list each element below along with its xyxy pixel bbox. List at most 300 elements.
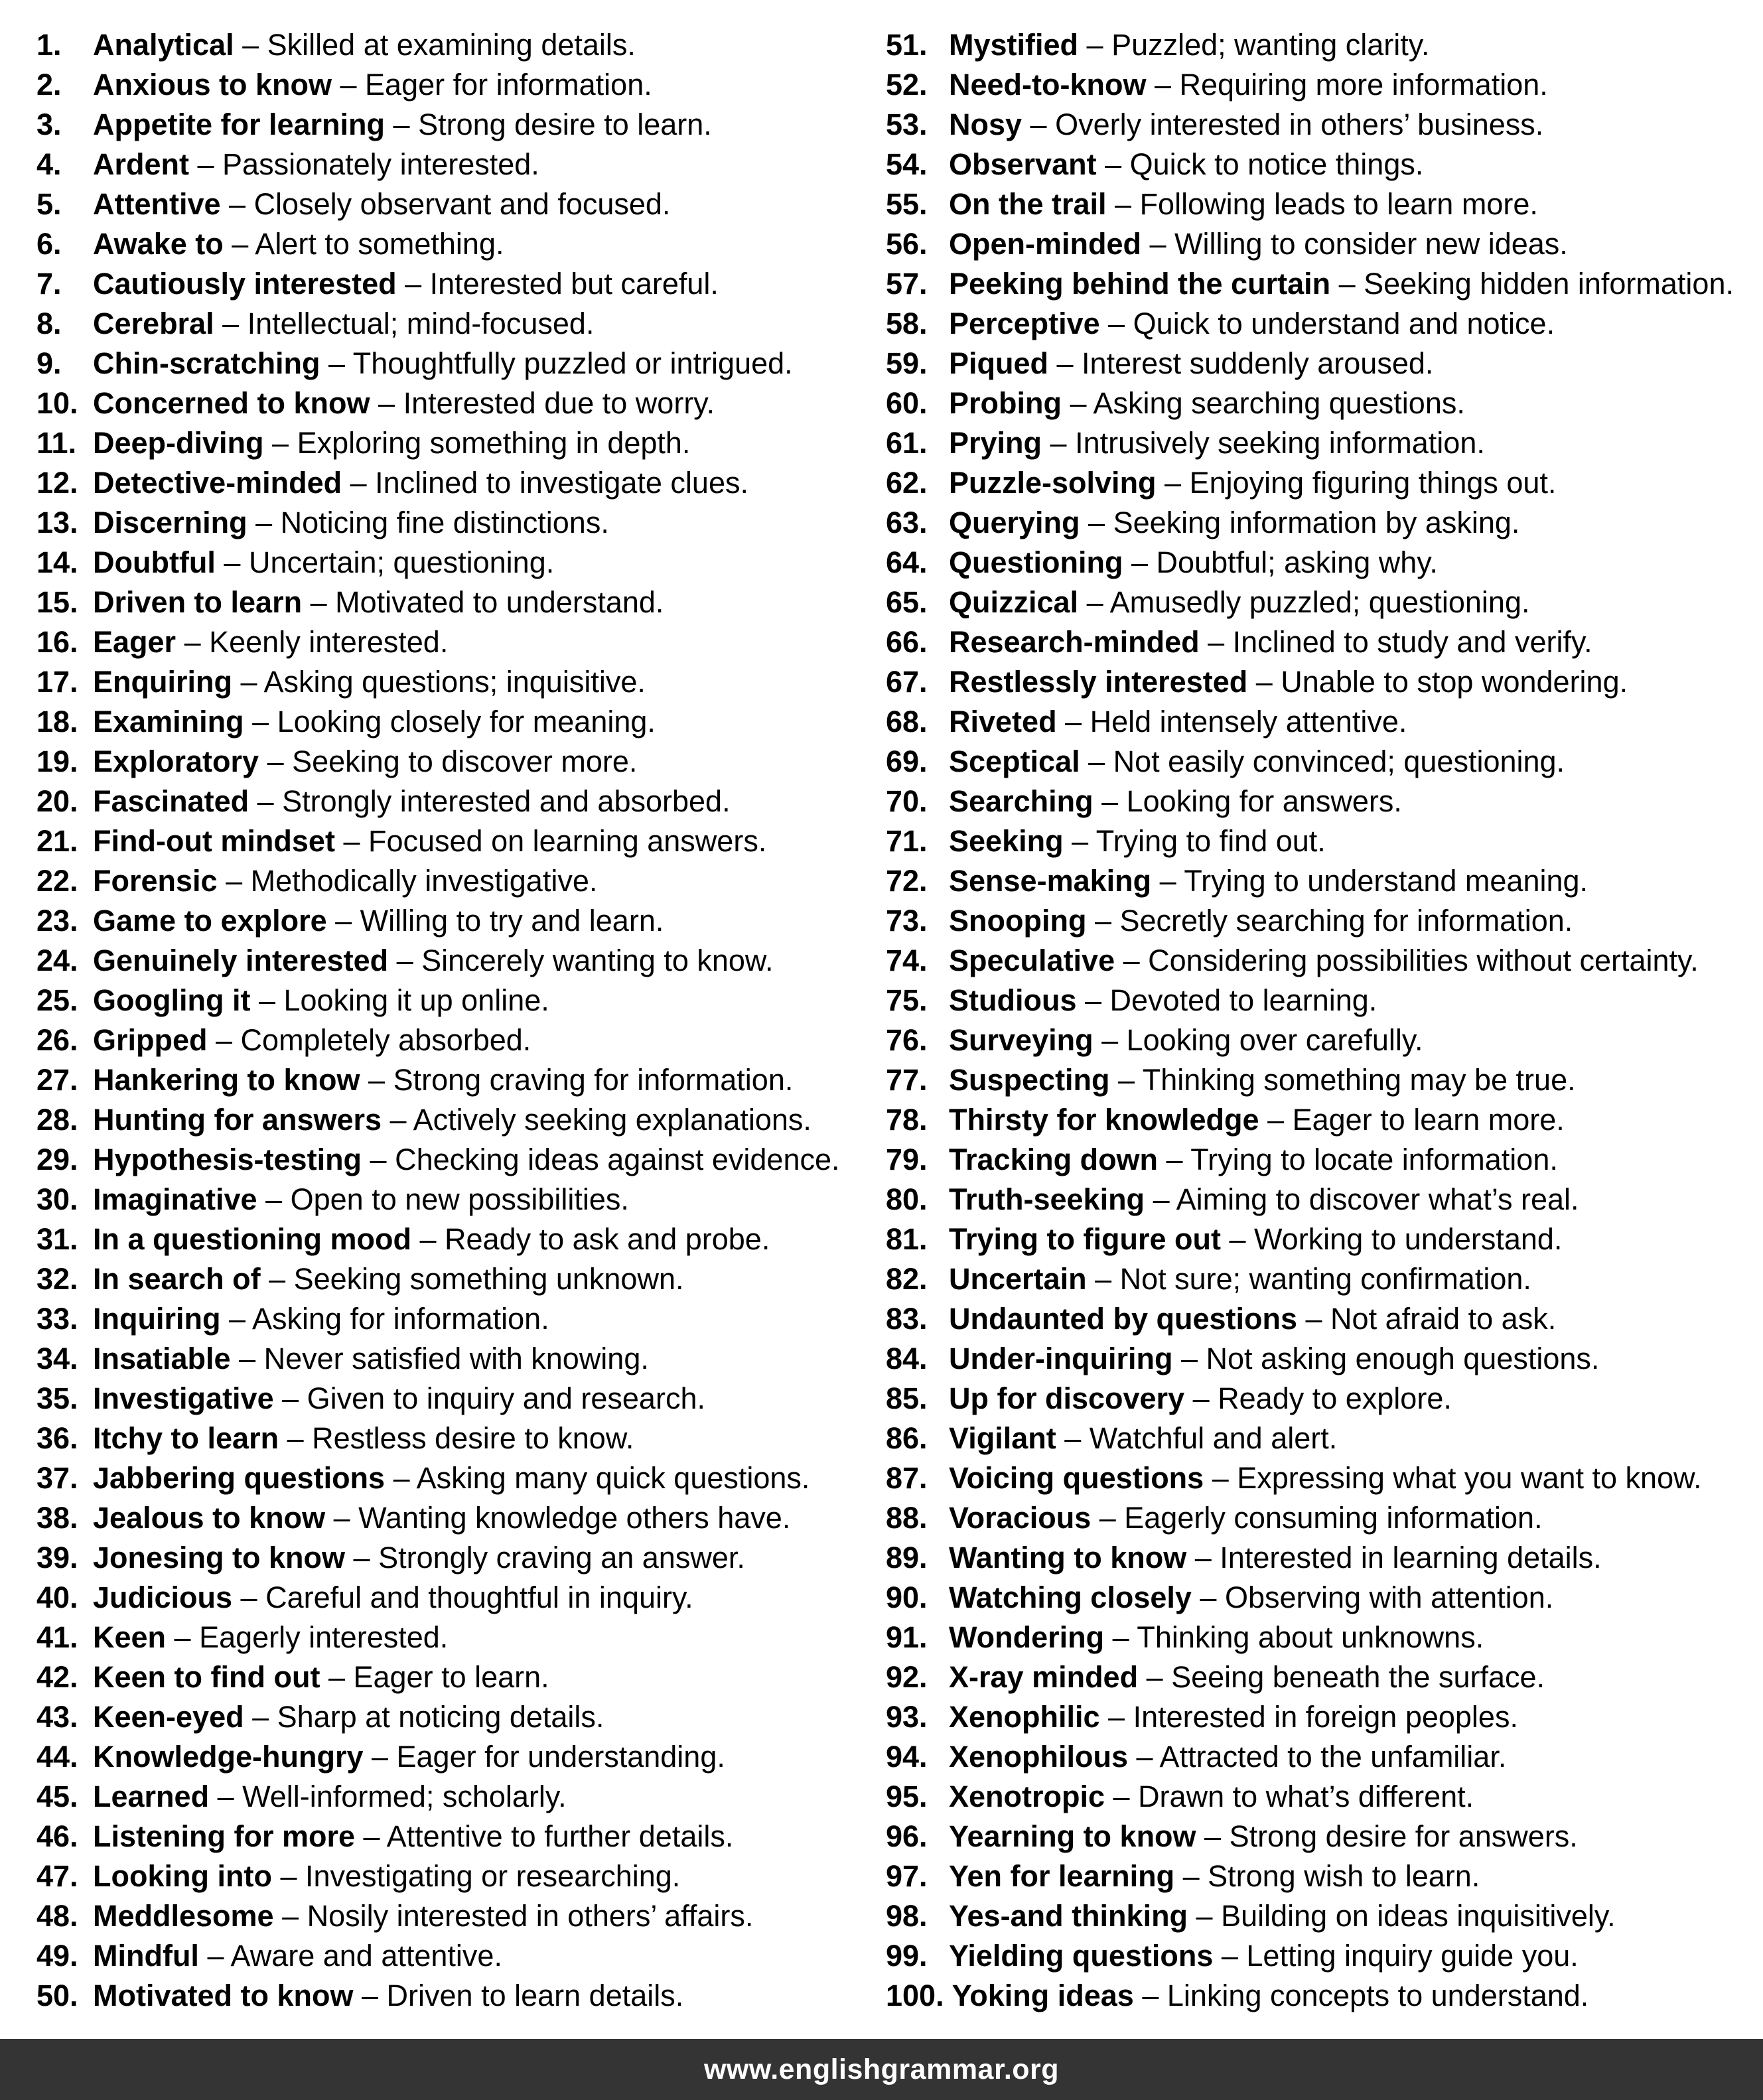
item-number: 20. [36,784,78,818]
item-term: Prying [949,426,1042,460]
list-item [886,105,1763,145]
item-text [949,625,1592,660]
item-number: 5. [36,187,62,221]
list-item [886,65,1763,105]
list-item [886,782,1763,821]
list-item [886,1299,1763,1339]
list-item [886,384,1763,423]
item-number: 62. [886,466,928,500]
item-number: 32. [36,1262,78,1296]
item-definition: – Held intensely attentive. [1056,705,1407,738]
item-text [93,944,773,978]
item-definition: – Skilled at examining details. [234,28,636,62]
item-definition: – Building on ideas inquisitively. [1188,1899,1616,1933]
item-text [93,1381,705,1416]
item-definition: – Passionately interested. [189,147,539,181]
item-text [93,1899,753,1933]
item-definition: – Quick to notice things. [1096,147,1424,181]
item-term: Seeking [949,824,1064,858]
list-item [886,224,1763,264]
item-number: 57. [886,267,928,301]
item-term: Thirsty for knowledge [949,1103,1259,1137]
list-item [36,742,886,782]
item-definition: – Thinking something may be true. [1109,1063,1576,1097]
item-number: 46. [36,1819,78,1853]
item-number: 80. [886,1182,928,1216]
list-item [886,1180,1763,1220]
item-term: Insatiable [93,1342,231,1375]
item-term: Detective-minded [93,466,342,500]
item-term: Cerebral [93,307,214,340]
item-number: 69. [886,744,928,778]
item-text [93,267,719,301]
item-number: 40. [36,1580,78,1614]
item-number: 1. [36,28,62,62]
item-text [949,147,1423,182]
item-text [93,466,748,500]
item-text [949,1939,1579,1973]
item-term: Googling it [93,983,251,1017]
item-definition: – Asking for information. [220,1302,549,1336]
item-definition: – Seeking to discover more. [259,744,638,778]
item-definition: – Given to inquiry and research. [273,1381,705,1415]
item-number: 84. [886,1342,928,1375]
item-definition: – Considering possibilities without certainty. [1115,944,1699,977]
list-item [886,901,1763,941]
list-item [886,1538,1763,1578]
item-number: 29. [36,1143,78,1176]
item-definition: – Actively seeking explanations. [382,1103,811,1137]
item-term: Meddlesome [93,1899,274,1933]
item-term: Yen for learning [949,1859,1175,1893]
item-number: 23. [36,904,78,938]
item-definition: – Investigating or researching. [271,1859,681,1893]
item-number: 28. [36,1103,78,1137]
item-text [93,705,656,739]
item-number: 7. [36,267,62,301]
item-definition: – Willing to consider new ideas. [1141,227,1568,261]
word-list-column-left [36,25,886,2016]
item-term: Research-minded [949,625,1200,659]
item-text [93,1979,683,2013]
item-number: 31. [36,1222,78,1256]
item-text [93,744,637,779]
list-item [36,224,886,264]
item-number: 65. [886,585,928,619]
item-definition: – Keenly interested. [176,625,449,659]
item-number: 37. [36,1461,78,1495]
item-term: Up for discovery [949,1381,1185,1415]
item-text [949,1660,1545,1695]
list-item [36,981,886,1020]
item-definition: – Ready to ask and probe. [411,1222,770,1256]
item-definition: – Attracted to the unfamiliar. [1128,1740,1507,1774]
item-definition: – Aiming to discover what’s real. [1145,1182,1579,1216]
item-text [949,983,1377,1018]
list-item [886,1220,1763,1259]
item-number: 8. [36,307,62,340]
item-definition: – Nosily interested in others’ affairs. [273,1899,754,1933]
item-text [93,784,731,819]
item-term: Watching closely [949,1580,1192,1614]
item-term: Concerned to know [93,386,370,420]
item-text [949,705,1407,739]
item-term: Hankering to know [93,1063,360,1097]
item-number: 48. [36,1899,78,1933]
item-number: 90. [886,1580,928,1614]
item-number: 47. [36,1859,78,1893]
item-term: Jealous to know [93,1501,326,1535]
list-item [36,1498,886,1538]
item-definition: – Not asking enough questions. [1172,1342,1600,1375]
footer-bar [0,2039,1763,2100]
list-item [36,662,886,702]
item-definition: – Linking concepts to understand. [1133,1979,1589,2012]
item-term: Discerning [93,506,247,539]
list-item [886,1100,1763,1140]
item-term: Forensic [93,864,218,898]
list-item [36,1419,886,1458]
list-item [886,264,1763,304]
item-text [949,1262,1531,1296]
item-term: Cautiously interested [93,267,397,301]
item-term: Observant [949,147,1097,181]
item-definition: – Exploring something in depth. [263,426,691,460]
list-item [36,1100,886,1140]
item-term: Hunting for answers [93,1103,382,1137]
item-number: 15. [36,585,78,619]
item-number: 10. [36,386,78,420]
list-item [36,463,886,503]
item-text [93,665,646,699]
list-item [36,782,886,821]
item-term: In search of [93,1262,261,1296]
list-item [886,702,1763,742]
item-term: Knowledge-hungry [93,1740,364,1774]
item-number: 54. [886,147,928,181]
item-number: 12. [36,466,78,500]
item-number: 18. [36,705,78,738]
item-definition: – Strong craving for information. [360,1063,794,1097]
list-item [886,981,1763,1020]
item-term: Eager [93,625,176,659]
item-definition: – Trying to locate information. [1158,1143,1558,1176]
item-term: Deep-diving [93,426,264,460]
item-text [93,1302,549,1336]
item-number: 83. [886,1302,928,1336]
item-number: 67. [886,665,928,699]
item-text [93,1222,770,1257]
item-definition: – Interested but careful. [396,267,719,301]
item-term: Xenophilous [949,1740,1128,1774]
item-number: 82. [886,1262,928,1296]
item-number: 53. [886,107,928,141]
item-term: Learned [93,1780,210,1813]
list-item [36,184,886,224]
item-definition: – Aware and attentive. [198,1939,502,1973]
item-text [949,545,1438,580]
item-definition: – Watchful and alert. [1056,1421,1338,1455]
item-number: 56. [886,227,928,261]
item-term: Speculative [949,944,1115,977]
item-text [949,1182,1579,1217]
item-number: 36. [36,1421,78,1455]
item-text [93,1182,629,1217]
item-definition: – Seeking something unknown. [260,1262,684,1296]
list-item [886,1618,1763,1657]
item-text [949,107,1543,142]
list-item [36,1578,886,1618]
item-definition: – Not sure; wanting confirmation. [1086,1262,1531,1296]
item-text [949,1740,1506,1774]
item-text [93,426,690,460]
item-definition: – Requiring more information. [1146,68,1548,102]
item-term: Jonesing to know [93,1541,346,1575]
item-number: 74. [886,944,928,977]
item-term: Studious [949,983,1077,1017]
item-number: 88. [886,1501,928,1535]
item-text [949,1421,1337,1456]
item-text [949,307,1555,341]
item-number: 43. [36,1700,78,1734]
item-number: 87. [886,1461,928,1495]
item-definition: – Motivated to understand. [302,585,664,619]
item-term: Xenotropic [949,1780,1105,1813]
item-number: 52. [886,68,928,102]
item-term: Yearning to know [949,1819,1196,1853]
item-number: 99. [886,1939,928,1973]
item-text [949,1541,1602,1575]
item-text [949,386,1465,421]
item-number: 6. [36,227,62,261]
list-item [886,1856,1763,1896]
item-number: 14. [36,545,78,579]
item-text [949,585,1530,620]
item-text [93,346,793,381]
item-number: 96. [886,1819,928,1853]
item-number: 75. [886,983,928,1017]
list-item [886,145,1763,184]
item-number: 44. [36,1740,78,1774]
item-term: Quizzical [949,585,1079,619]
item-term: Appetite for learning [93,107,386,141]
item-term: Voicing questions [949,1461,1204,1495]
item-term: Jabbering questions [93,1461,386,1495]
list-item [36,941,886,981]
item-definition: – Interested in learning details. [1186,1541,1602,1575]
item-number: 79. [886,1143,928,1176]
item-definition: – Restless desire to know. [279,1421,634,1455]
item-definition: – Working to understand. [1220,1222,1563,1256]
list-item [36,1140,886,1180]
list-item [886,1339,1763,1379]
list-item [886,1379,1763,1419]
item-term: Nosy [949,107,1023,141]
item-number: 4. [36,147,62,181]
item-number: 51. [886,28,928,62]
list-item [886,1498,1763,1538]
item-term: Mindful [93,1939,199,1973]
item-definition: – Trying to understand meaning. [1151,864,1588,898]
item-term: Snooping [949,904,1087,938]
item-definition: – Open to new possibilities. [257,1182,629,1216]
item-number: 39. [36,1541,78,1575]
item-term: Yoking ideas [952,1979,1134,2012]
item-text [949,904,1573,938]
item-term: Surveying [949,1023,1093,1057]
item-number: 71. [886,824,928,858]
item-term: Querying [949,506,1080,539]
item-text [93,1063,793,1097]
item-definition: – Looking over carefully. [1093,1023,1423,1057]
item-text [93,1780,567,1814]
item-number: 61. [886,426,928,460]
list-item [886,304,1763,344]
item-term: Peeking behind the curtain [949,267,1331,301]
item-text [93,386,715,421]
item-definition: – Closely observant and focused. [220,187,671,221]
item-number: 49. [36,1939,78,1973]
item-text [93,227,504,261]
item-number: 27. [36,1063,78,1097]
item-term: Yielding questions [949,1939,1214,1973]
item-number: 70. [886,784,928,818]
item-term: Itchy to learn [93,1421,279,1455]
item-number: 41. [36,1620,78,1654]
item-definition: – Never satisfied with knowing. [230,1342,649,1375]
item-text [949,864,1588,898]
item-number: 77. [886,1063,928,1097]
list-item [886,1817,1763,1856]
item-definition: – Eagerly consuming information. [1091,1501,1543,1535]
item-text [949,784,1402,819]
item-text [949,1501,1543,1535]
item-number: 45. [36,1780,78,1813]
item-term: Voracious [949,1501,1092,1535]
item-number: 98. [886,1899,928,1933]
item-definition: – Doubtful; asking why. [1123,545,1438,579]
item-term: Exploratory [93,744,259,778]
item-text [949,1143,1558,1177]
item-definition: – Secretly searching for information. [1086,904,1573,938]
item-definition: – Observing with attention. [1191,1580,1554,1614]
item-term: Wondering [949,1620,1105,1654]
list-item [36,583,886,622]
item-term: X-ray minded [949,1660,1139,1694]
item-term: Questioning [949,545,1123,579]
list-item [36,1657,886,1697]
item-definition: – Expressing what you want to know. [1204,1461,1702,1495]
item-definition: – Not easily convinced; questioning. [1080,744,1565,778]
list-item [36,622,886,662]
list-item [36,1817,886,1856]
list-item [36,1777,886,1817]
item-number: 63. [886,506,928,539]
item-text [93,1541,745,1575]
item-text [949,1063,1576,1097]
item-definition: – Inclined to study and verify. [1199,625,1592,659]
item-number: 9. [36,346,62,380]
item-text [93,1023,531,1058]
item-term: Attentive [93,187,221,221]
item-text [93,983,549,1018]
list-item [886,742,1763,782]
item-text [93,1660,549,1695]
item-definition: – Seeking information by asking. [1080,506,1520,539]
item-text [93,1461,810,1496]
item-term: Uncertain [949,1262,1087,1296]
item-number: 3. [36,107,62,141]
item-term: Hypothesis-testing [93,1143,362,1176]
item-text [949,426,1485,460]
item-definition: – Quick to understand and notice. [1099,307,1555,340]
item-definition: – Completely absorbed. [207,1023,531,1057]
list-item [886,1140,1763,1180]
item-definition: – Attentive to further details. [355,1819,734,1853]
item-number: 55. [886,187,928,221]
item-term: Anxious to know [93,68,332,102]
item-definition: – Not afraid to ask. [1297,1302,1557,1336]
item-number: 92. [886,1660,928,1694]
item-definition: – Sincerely wanting to know. [388,944,774,977]
item-text [93,1939,502,1973]
item-text [93,147,539,182]
item-text [93,585,664,620]
item-number: 66. [886,625,928,659]
item-text [949,944,1699,978]
item-number: 25. [36,983,78,1017]
item-definition: – Strong desire to learn. [385,107,712,141]
item-definition: – Interested due to worry. [370,386,715,420]
item-term: Keen to find out [93,1660,320,1694]
item-number: 60. [886,386,928,420]
item-number: 64. [886,545,928,579]
item-text [949,1899,1616,1933]
item-term: Open-minded [949,227,1141,261]
item-number: 13. [36,506,78,539]
list-item [36,264,886,304]
list-item [36,821,886,861]
list-item [886,1697,1763,1737]
item-term: Xenophilic [949,1700,1100,1734]
list-item [886,1458,1763,1498]
list-item [886,1060,1763,1100]
item-text [93,107,712,142]
item-definition: – Asking many quick questions. [385,1461,810,1495]
item-text [949,744,1565,779]
item-number: 85. [886,1381,928,1415]
item-term: Suspecting [949,1063,1110,1097]
item-text [93,506,609,540]
item-definition: – Thoughtfully puzzled or intrigued. [320,346,793,380]
item-term: Searching [949,784,1093,818]
item-text [949,1819,1578,1854]
list-item [36,1020,886,1060]
item-text [93,1262,684,1296]
item-term: Looking into [93,1859,272,1893]
list-item [886,1936,1763,1976]
item-number: 100. [886,1979,944,2012]
item-definition: – Looking it up online. [250,983,549,1017]
item-definition: – Alert to something. [223,227,504,261]
list-item [886,344,1763,384]
item-number: 86. [886,1421,928,1455]
item-text [949,1780,1474,1814]
item-definition: – Trying to find out. [1063,824,1326,858]
item-definition: – Strong wish to learn. [1174,1859,1480,1893]
item-number: 38. [36,1501,78,1535]
list-item [36,1379,886,1419]
